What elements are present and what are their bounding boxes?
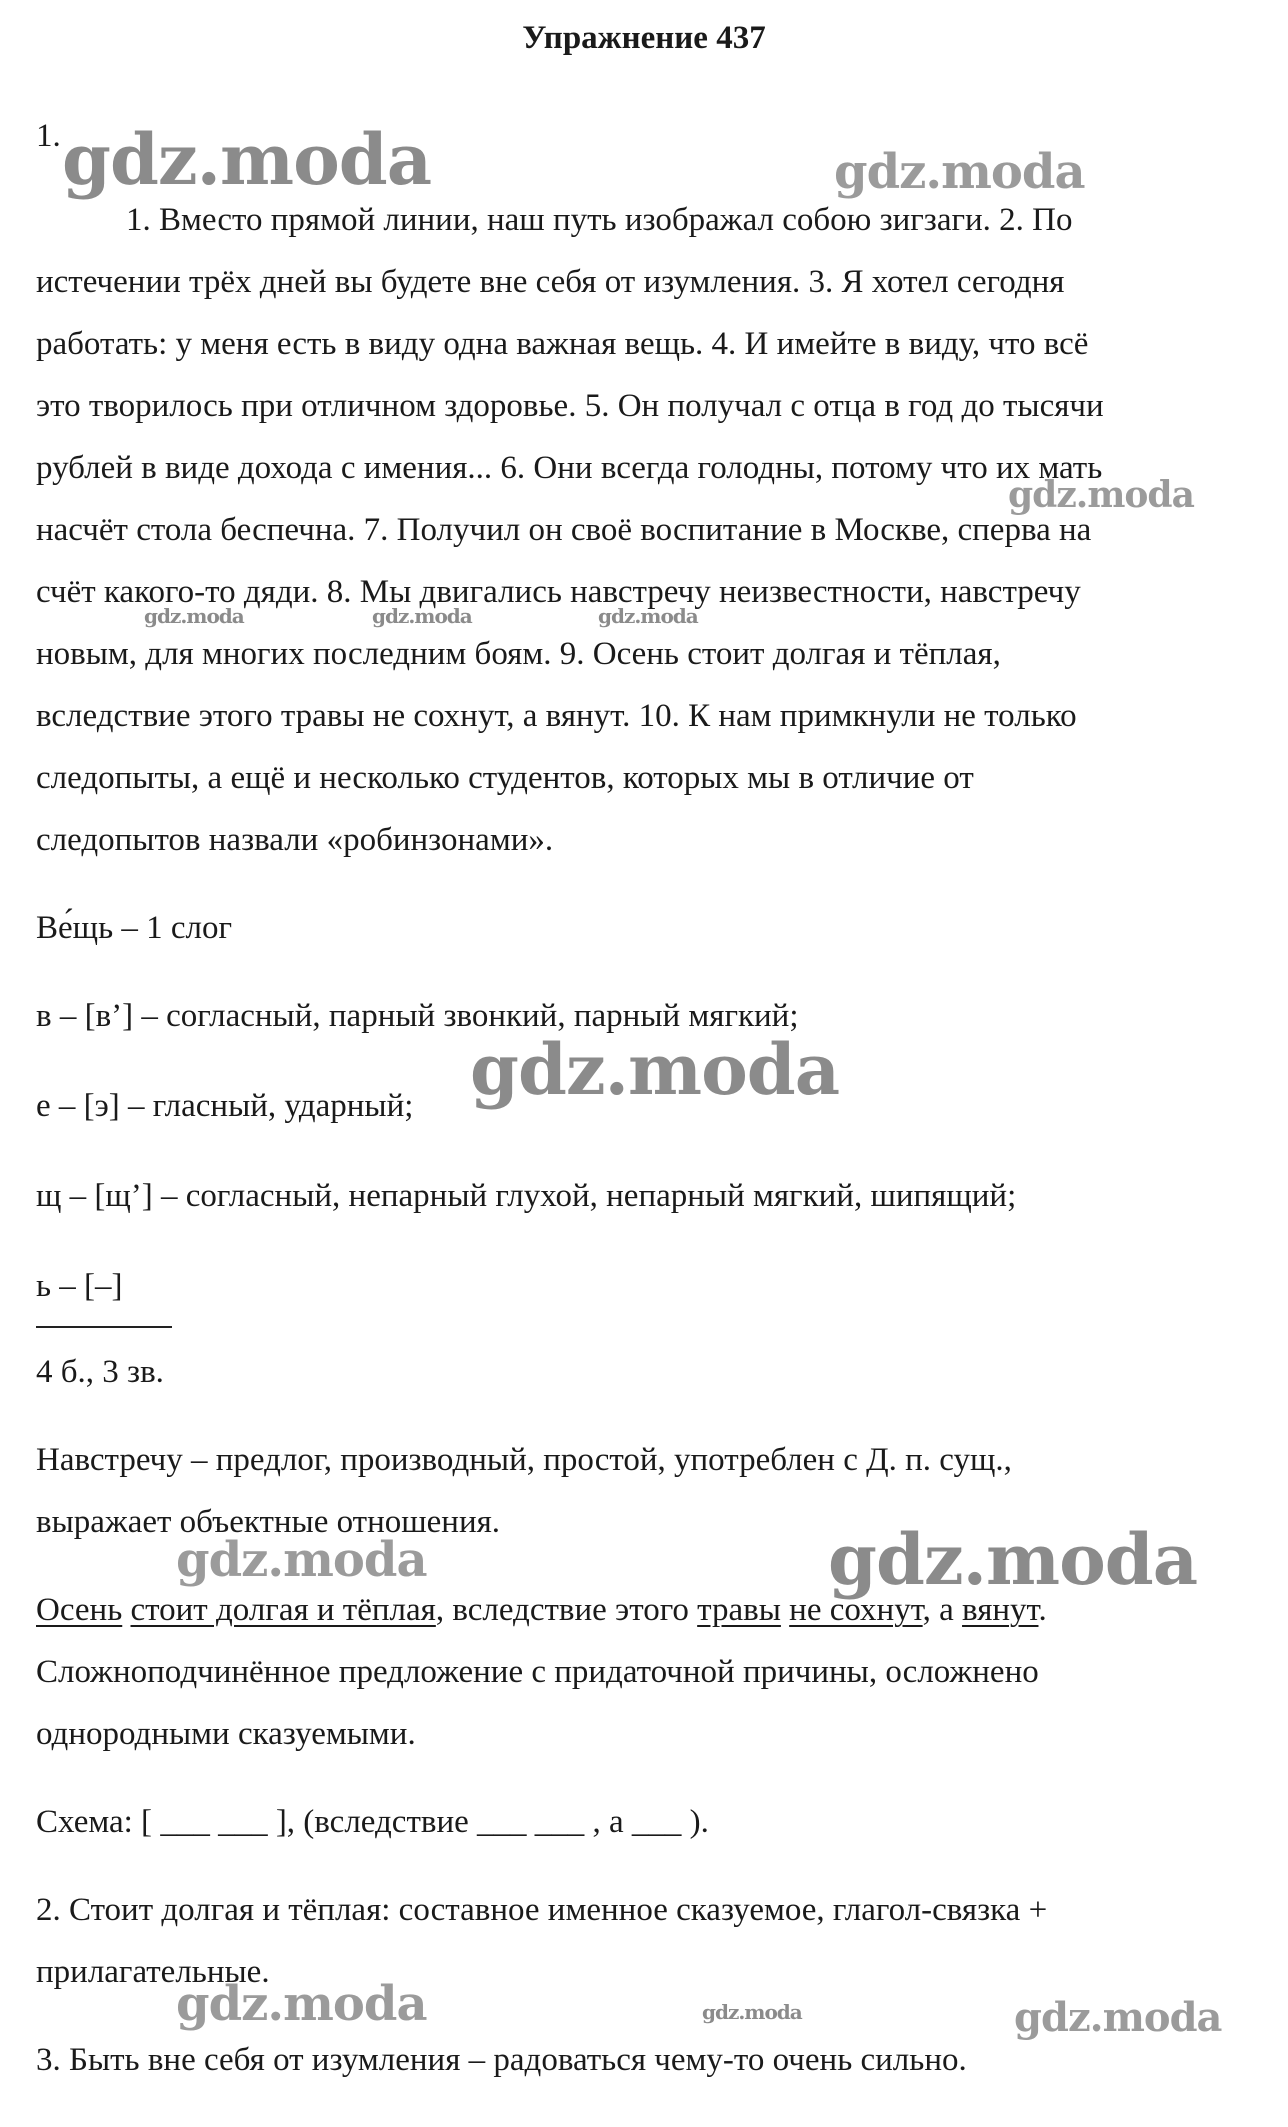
phonetic-sound: щ – [щ’] – согласный, непарный глухой, непарный мягкий, шипящий; (36, 1178, 1017, 1214)
morph-line: выражает объектные отношения. (36, 1504, 501, 1540)
watermark-logo: gdz.moda (372, 604, 472, 628)
watermark-logo: gdz.moda (834, 144, 1085, 200)
watermark-logo: gdz.moda (144, 604, 244, 628)
watermark-logo: gdz.moda (62, 118, 432, 201)
predicate: стоит долгая и тёплая (130, 1592, 436, 1628)
watermark-logo: gdz.moda (176, 1532, 427, 1588)
divider (36, 1326, 172, 1328)
text-fragment: , вследствие этого (435, 1592, 698, 1628)
paragraph-line: рублей в виде дохода с имения... 6. Они всегда голодны, потому что их мать (36, 450, 1103, 486)
page-title: Упражнение 437 (522, 20, 766, 56)
scheme-label: Схема: [ (36, 1804, 161, 1840)
paragraph-line: истечении трёх дней вы будете вне себя от изумления. 3. Я хотел сегодня (36, 264, 1065, 300)
subject: травы (697, 1592, 781, 1628)
watermark-logo: gdz.moda (470, 1028, 840, 1111)
paragraph-line: 1. Вместо прямой линии, наш путь изображал собою зигзаги. 2. По (126, 202, 1073, 238)
paragraph-line: счёт какого-то дяди. 8. Мы двигались навстречу неизвестности, навстречу (36, 574, 1081, 610)
scheme-blank: ___ (477, 1804, 527, 1840)
scheme (36, 1802, 709, 1842)
paragraph-line: насчёт стола беспечна. 7. Получил он своё воспитание в Москве, сперва на (36, 512, 1092, 548)
watermark-logo: gdz.moda (176, 1976, 427, 2032)
text-fragment (122, 1592, 130, 1628)
phonetic-sound: в – [в’] – согласный, парный звонкий, парный мягкий; (36, 998, 799, 1034)
paragraph-line: работать: у меня есть в виду одна важная вещь. 4. И имейте в виду, что всё (36, 326, 1089, 362)
text-fragment: . (1038, 1592, 1047, 1628)
text-fragment: , а (922, 1592, 963, 1628)
phonetic-sound: ь – [–] (36, 1268, 123, 1304)
scheme-blank: ___ (218, 1804, 268, 1840)
scheme-blank: ___ (631, 1804, 682, 1840)
predicate: вянут (962, 1592, 1039, 1628)
watermark-logo: gdz.moda (702, 2000, 802, 2024)
scheme-text: , а (584, 1804, 632, 1840)
scheme-text: ). (681, 1804, 709, 1840)
phonetic-word: Ве́щь – 1 слог (36, 910, 233, 946)
scheme-blank: ___ (160, 1804, 210, 1840)
item-3: 3. Быть вне себя от изумления – радоваться чему-то очень сильно. (36, 2042, 967, 2078)
phonetic-summary: 4 б., 3 зв. (36, 1354, 164, 1390)
morph-line: Навстречу – предлог, производный, простой, употреблен с Д. п. сущ., (36, 1442, 1012, 1478)
syntax-line: Сложноподчинённое предложение с придаточной причины, осложнено (36, 1654, 1039, 1690)
scheme-text: ], (вследствие (267, 1804, 478, 1840)
watermark-logo: gdz.moda (1008, 474, 1194, 516)
text-fragment (781, 1592, 789, 1628)
subject: Осень (36, 1592, 123, 1628)
paragraph-line: это творилось при отличном здоровье. 5. Он получал с отца в год до тысячи (36, 388, 1104, 424)
phonetic-sound: е – [э] – гласный, ударный; (36, 1088, 414, 1124)
syntax-line: однородными сказуемыми. (36, 1716, 416, 1752)
watermark-logo: gdz.moda (828, 1518, 1198, 1601)
paragraph-line: следопытов назвали «робинзонами». (36, 822, 554, 858)
scheme-blank: ___ (534, 1804, 585, 1840)
paragraph-line: новым, для многих последним боям. 9. Осень стоит долгая и тёплая, (36, 636, 1001, 672)
predicate: не сохнут (789, 1592, 923, 1628)
item-2-line: 2. Стоит долгая и тёплая: составное именное сказуемое, глагол-связка + (36, 1892, 1048, 1928)
paragraph-line: вследствие этого травы не сохнут, а вянут. 10. К нам примкнули не только (36, 698, 1077, 734)
watermark-logo: gdz.moda (598, 604, 698, 628)
section-number: 1. (36, 118, 61, 154)
paragraph-line: следопыты, а ещё и несколько студентов, которых мы в отличие от (36, 760, 974, 796)
item-2-line: прилагательные. (36, 1954, 270, 1990)
watermark-logo: gdz.moda (1014, 1994, 1222, 2041)
